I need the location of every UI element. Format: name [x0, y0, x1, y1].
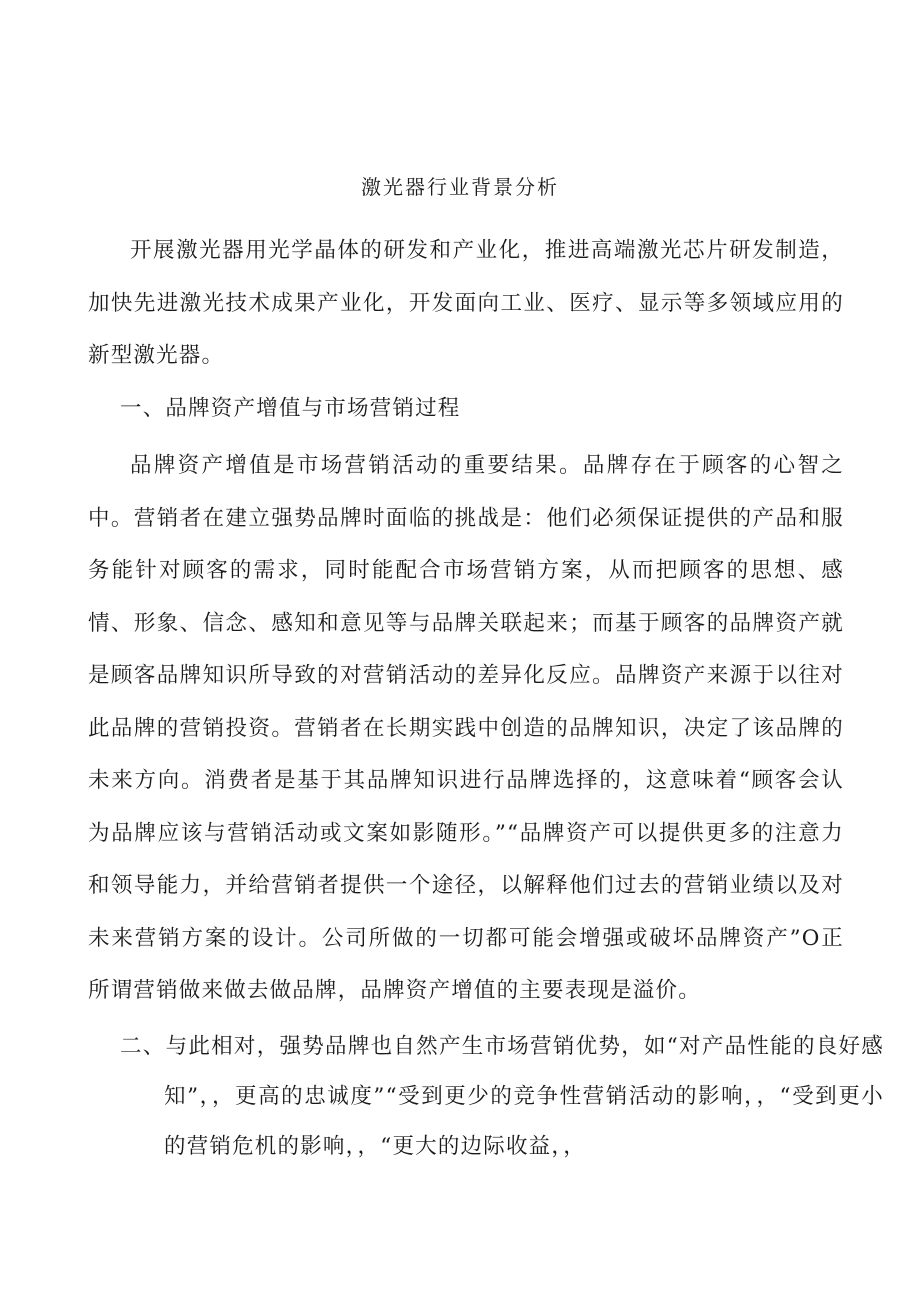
document-title: 激光器行业背景分析: [361, 175, 559, 199]
section-1-body: 品牌资产增值是市场营销活动的重要结果。品牌存在于顾客的心智之中。营销者在建立强势品牌时面临的挑战是：他们必须保证提供的产品和服务能针对顾客的需求，同时能配合市场营销方案，从而把顾客的思想、感情、形象、信念、感知和意见等与品牌关联起来；而基于顾客的品牌资产就是顾客品牌知识所导致的对营销活动的差异化反应。品牌资产来源于以往对此品牌的营销投资。营销者在长期实践中创造的品牌知识，决定了该品牌的未来方向。消费者是基于其品牌知识进行品牌选择的，这意味着“顾客会认为品牌应该与营销活动或文案如影随形。”“品牌资产可以提供更多的注意力和领导能力，并给营销者提供一个途径，以解释他们过去的营销业绩以及对未来营销方案的设计。公司所做的一切都可能会增强或破坏品牌资产”O正所谓营销做来做去做品牌，品牌资产增值的主要表现是溢价。: [88, 453, 844, 1003]
section-1-heading: 一、品牌资产增值与市场营销过程: [120, 396, 461, 421]
section-2-item: 二、与此相对，强势品牌也自然产生市场营销优势，如“对产品性能的良好感知”，，更高的忠诚度”“受到更少的竞争性营销活动的影响，，“受到更小的营销危机的影响，，“更大的边际收益，，: [120, 1034, 884, 1159]
intro-paragraph: 开展激光器用光学晶体的研发和产业化，推进高端激光芯片研发制造，加快先进激光技术成果产业化，开发面向工业、医疗、显示等多领域应用的新型激光器。: [88, 238, 844, 368]
